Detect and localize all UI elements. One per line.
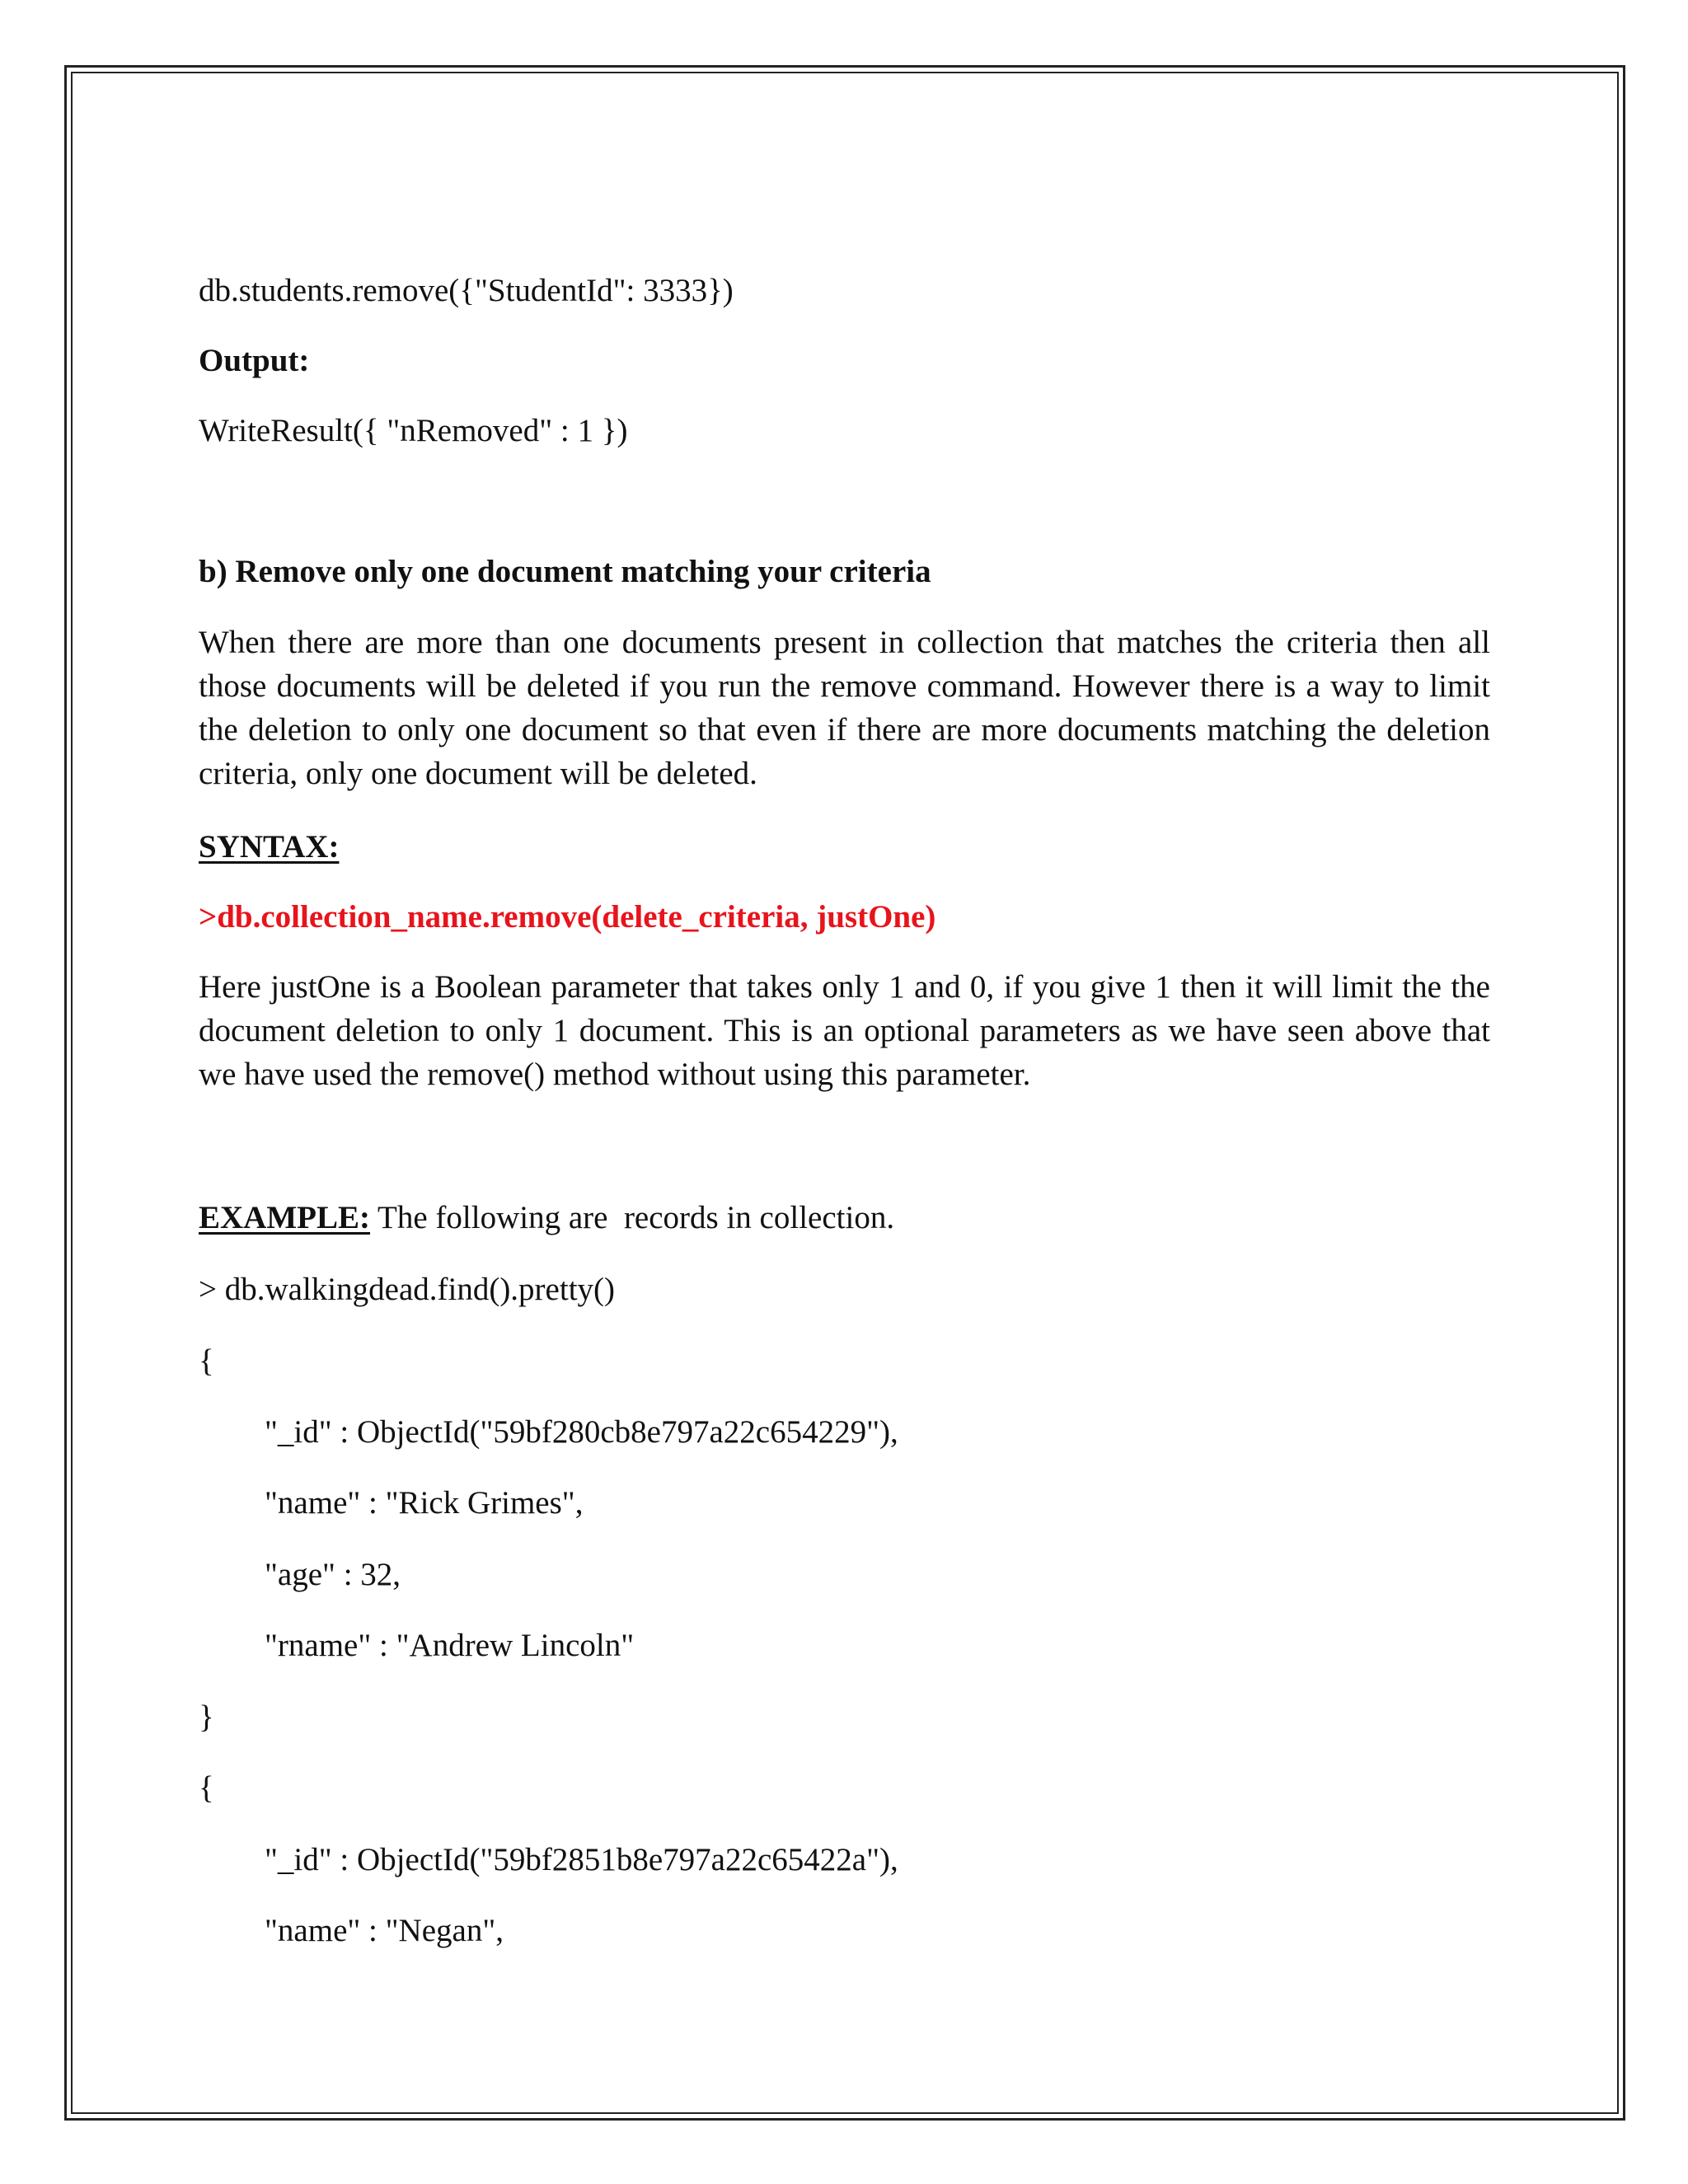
section-b-paragraph: When there are more than one documents present in collection that matches the criteria then all those documents will be deleted if you run the remove command. However there is a way to limit the deletion to only one document so that even if there are more documents matching the deletion criteria, only one document will be deleted. — [199, 625, 1490, 791]
record-age-line: "age" : 32, — [265, 1557, 401, 1592]
record-rname-line: "rname" : "Andrew Lincoln" — [265, 1628, 635, 1663]
syntax-code: >db.collection_name.remove(delete_criteria, justOne) — [199, 899, 936, 935]
record-open-brace: { — [199, 1343, 214, 1379]
record-id-line: "_id" : ObjectId("59bf2851b8e797a22c65422a"), — [265, 1842, 898, 1877]
record-name-line: "name" : "Rick Grimes", — [265, 1485, 584, 1521]
record-close-brace: } — [199, 1699, 214, 1735]
output-value: WriteResult({ "nRemoved" : 1 }) — [199, 413, 628, 448]
output-label: Output: — [199, 343, 310, 378]
example-label: EXAMPLE: — [199, 1200, 370, 1235]
section-b-heading: b) Remove only one document matching your criteria — [199, 554, 931, 589]
find-command: > db.walkingdead.find().pretty() — [199, 1272, 616, 1307]
record-name-line: "name" : "Negan", — [265, 1913, 504, 1948]
record-id-line: "_id" : ObjectId("59bf280cb8e797a22c654229"), — [265, 1414, 898, 1450]
justone-paragraph: Here justOne is a Boolean parameter that takes only 1 and 0, if you give 1 then it will limit the the document deletion to only 1 document. This is an optional parameters as we have seen above that we have used the remove() method without using this parameter. — [199, 969, 1490, 1092]
code-remove-by-id: db.students.remove({"StudentId": 3333}) — [199, 273, 734, 308]
record-open-brace: { — [199, 1770, 214, 1806]
example-text: The following are records in collection. — [370, 1200, 895, 1235]
syntax-label: SYNTAX: — [199, 829, 340, 865]
example-line — [199, 1197, 894, 1239]
